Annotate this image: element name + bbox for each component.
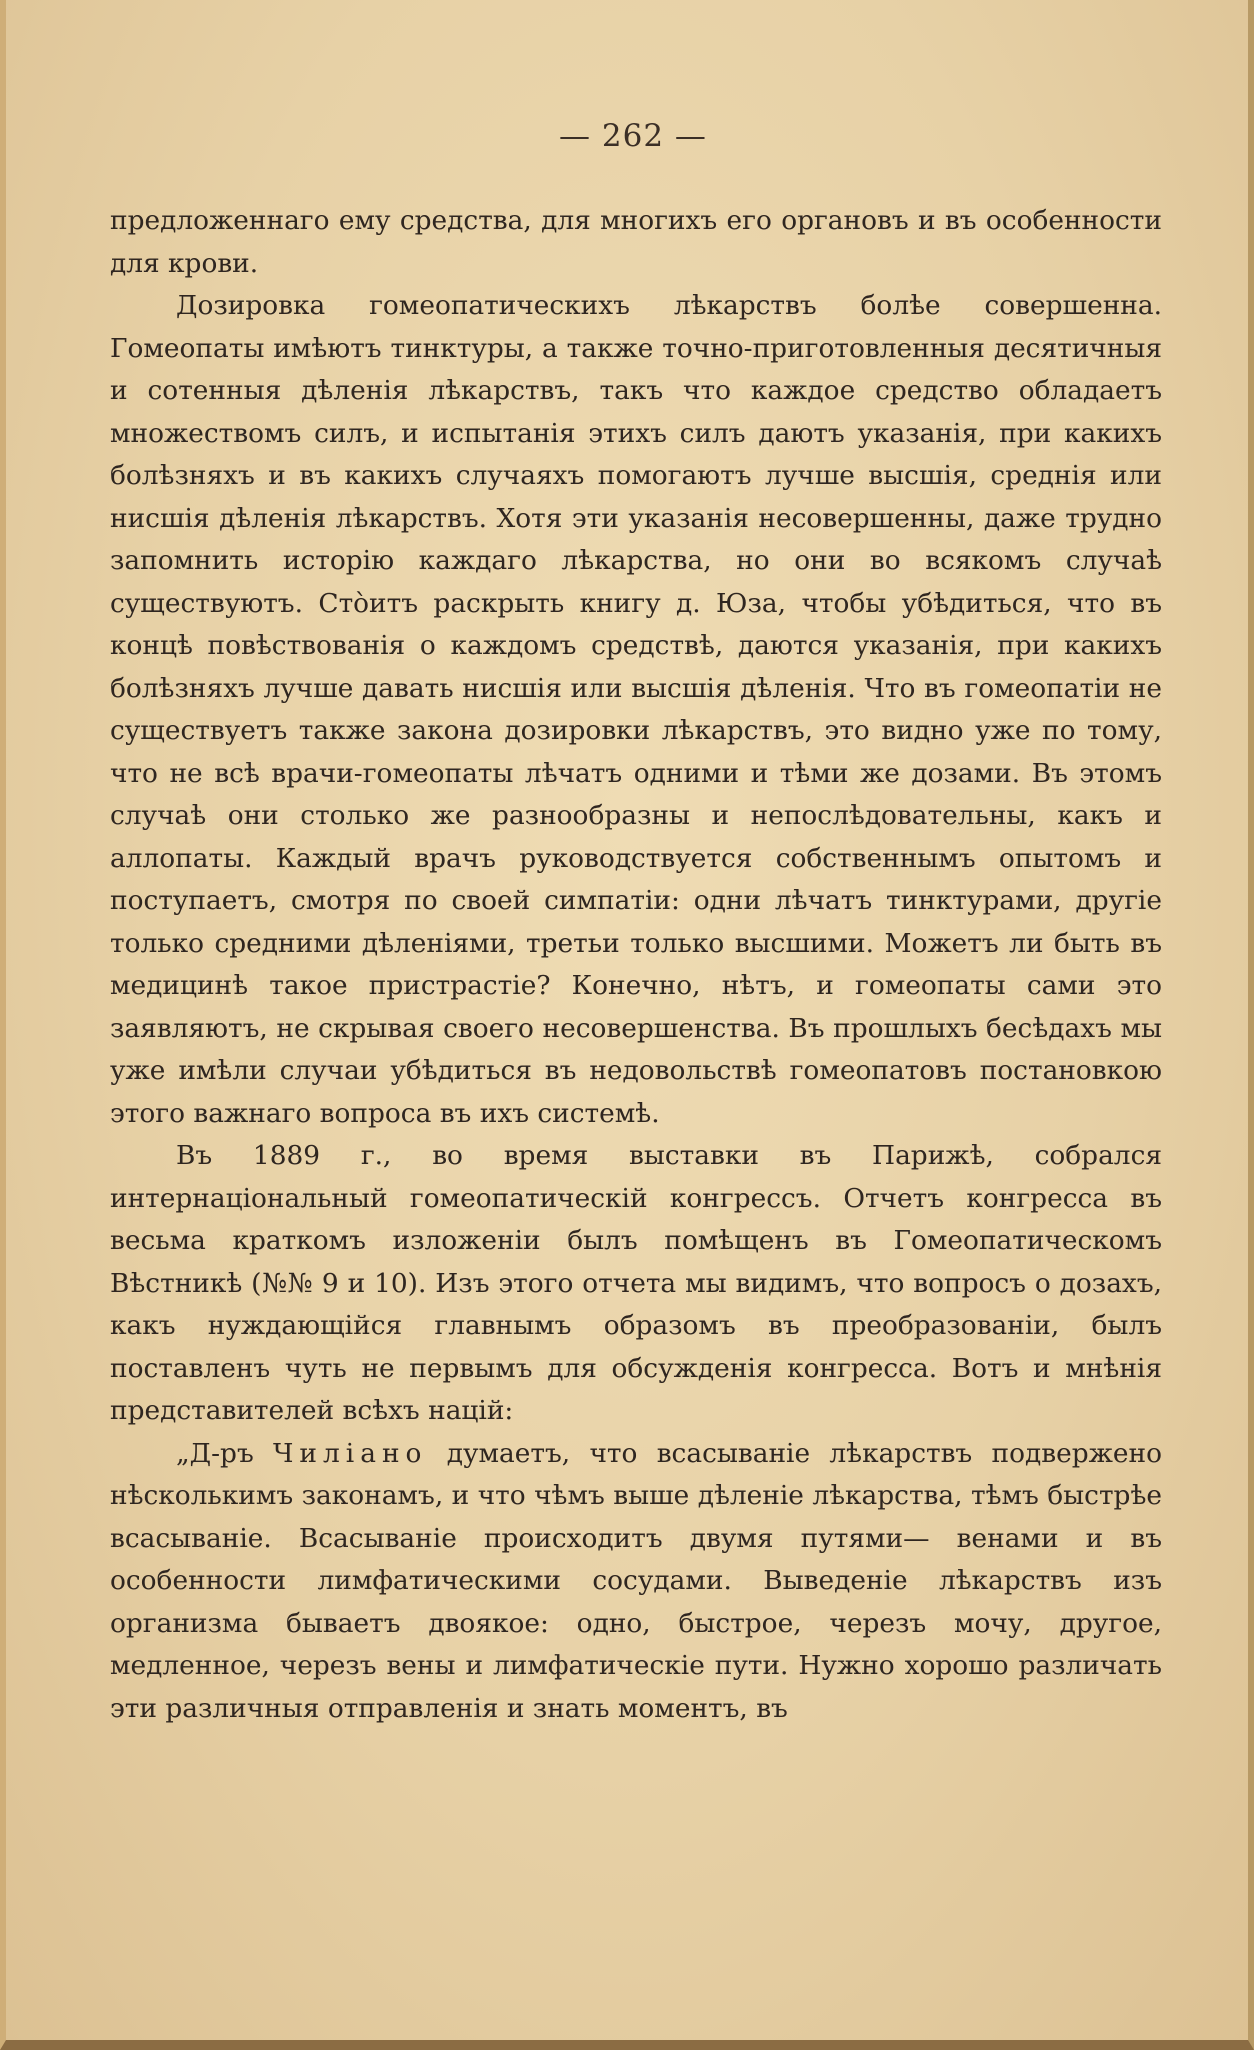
quote-open: „Д-ръ: [176, 1437, 274, 1469]
page-number: — 262 —: [559, 118, 707, 154]
paragraph-congress: Въ 1889 г., во время выставки въ Парижѣ, собрался интернаціональный гомеопатическій конгрессъ. Отчетъ конгресса въ весьма краткомъ изложеніи былъ помѣщенъ въ Гомеопатическомъ Вѣстникѣ (№№ 9 и 10). Изъ этого отчета мы видимъ, что вопросъ о дозахъ, какъ нуждающійся главнымъ образомъ въ преобразованіи, былъ поставленъ чуть не первымъ для обсужденія конгресса. Вотъ и мнѣнія представителей всѣхъ націй:: [110, 1140, 1162, 1426]
paragraph-dosage: Дозировка гомеопатическихъ лѣкарствъ болѣе совершенна. Гомеопаты имѣютъ тинктуры, а также точно-приготовленныя десятичныя и сотенныя дѣленія лѣкарствъ, такъ что каждое средство обладаетъ множествомъ силъ, и испытанія этихъ силъ даютъ указанія, при какихъ болѣзняхъ и въ какихъ случаяхъ помогаютъ лучше высшія, среднія или нисшія дѣленія лѣкарствъ. Хотя эти указанія несовершенны, даже трудно запомнить исторію каждаго лѣкарства, но они во всякомъ случаѣ существуютъ. Стòитъ раскрыть книгу д. Юза, чтобы убѣдиться, что въ концѣ повѣствованія о каждомъ средствѣ, даются указанія, при какихъ болѣзняхъ лучше давать нисшія или высшія дѣленія. Что въ гомеопатіи не существуетъ также закона дозировки лѣкарствъ, это видно уже по тому, что не всѣ врачи-гомеопаты лѣчатъ одними и тѣми же дозами. Въ этомъ случаѣ они столько же разнообразны и непослѣдовательны, какъ и аллопаты. Каждый врачъ руководствуется собственнымъ опытомъ и поступаетъ, смотря по своей симпатіи: одни лѣчатъ тинктурами, другіе только средними дѣленіями, третьи только высшими. Можетъ ли быть въ медицинѣ такое пристрастіе? Конечно, нѣтъ, и гомеопаты сами это заявляютъ, не скрывая своего несовершенства. Въ прошлыхъ бесѣдахъ мы уже имѣли случаи убѣдиться въ недовольствѣ гомеопатовъ постановкою этого важнаго вопроса въ ихъ системѣ.: [110, 290, 1162, 1129]
quote-name: Чиліано: [273, 1437, 428, 1469]
paragraph-continuation: предложеннаго ему средства, для многихъ его органовъ и въ особенности для крови.: [110, 205, 1162, 279]
page-body: [110, 200, 1162, 1730]
quote-text: думаетъ, что всасываніе лѣкарствъ подвержено нѣсколькимъ законамъ, и что чѣмъ выше дѣленіе лѣкарства, тѣмъ быстрѣе всасываніе. Всасываніе происходитъ двумя путями— венами и въ особенности лимфатическими сосудами. Выведеніе лѣкарствъ изъ организма бываетъ двоякое: одно, быстрое, черезъ мочу, другое, медленное, черезъ вены и лимфатическіе пути. Нужно хорошо различать эти различныя отправленія и знать моментъ, въ: [110, 1437, 1162, 1724]
paragraph-quote: [110, 1433, 1162, 1731]
